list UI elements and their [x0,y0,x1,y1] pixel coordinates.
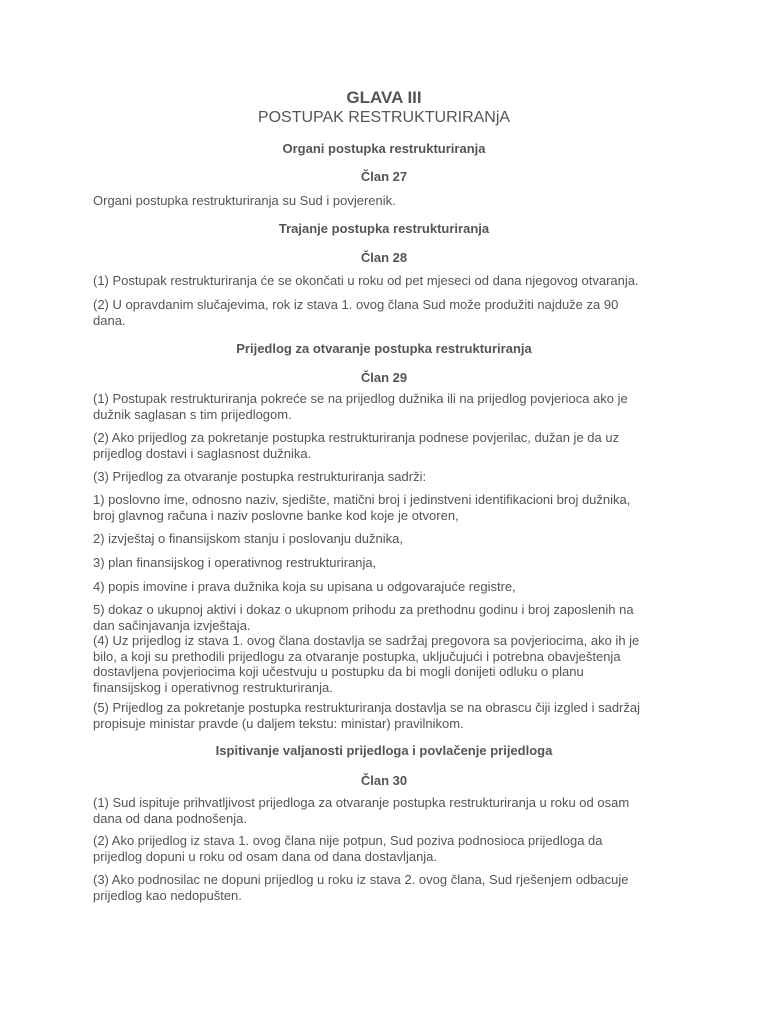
paragraph: 2) izvještaj o finansijskom stanju i poslovanju dužnika, [93,531,403,546]
article-number: Član 27 [360,169,408,184]
paragraph: (2) U opravdanim slučajevima, rok iz stava 1. ovog člana Sud može produžiti najduže za 90 dana. [93,297,619,328]
paragraph: (2) Ako prijedlog iz stava 1. ovog člana nije potpun, Sud poziva podnosioca prijedloga da prijedlog dopuni u roku od osam dana od dana dostavljanja. [93,833,603,864]
chapter-title: GLAVA III [346,88,422,107]
paragraph: (1) Postupak restrukturiranja će se okončati u roku od pet mjeseci od dana njegovog otvaranja. [93,273,639,288]
paragraph: (5) Prijedlog za pokretanje postupka restrukturiranja dostavlja se na obrascu čiji izgled i sadržaj propisuje ministar pravde (u daljem tekstu: ministar) pravilnikom. [93,700,640,731]
paragraph: Organi postupka restrukturiranja su Sud i povjerenik. [93,193,396,208]
paragraph: (3) Prijedlog za otvaranje postupka restrukturiranja sadrži: [93,469,427,484]
paragraph: 5) dokaz o ukupnoj aktivi i dokaz o ukupnom prihodu za prethodnu godinu i broj zaposlenih na dan sačinjavanja izvještaja. (4) Uz prijedlog iz stava 1. ovog člana dostavlja se sadržaj pregovora sa povjeriocima, ako ih je bilo, a koji su prethodili prijedlogu za otvaranje postupka, uključujući i potrebna obavještenja dostavljena povjeriocima koji učestvuju u postupku da bi mogli donijeti odluku o planu finansijskog i operativnog restrukturiranja. [93,602,640,695]
paragraph: 4) popis imovine i prava dužnika koja su upisana u odgovarajuće registre, [93,579,516,594]
paragraph: (1) Sud ispituje prihvatljivost prijedloga za otvaranje postupka restrukturiranja u roku od osam dana od dana podnošenja. [93,795,630,826]
article-number: Član 30 [360,773,408,788]
section-heading: Organi postupka restrukturiranja [282,141,486,156]
paragraph: (3) Ako podnosilac ne dopuni prijedlog u roku iz stava 2. ovog člana, Sud rješenjem odbacuje prijedlog kao nedopušten. [93,872,629,903]
section-heading: Ispitivanje valjanosti prijedloga i povlačenje prijedloga [215,743,553,758]
paragraph: (1) Postupak restrukturiranja pokreće se na prijedlog dužnika ili na prijedlog povjerioca ako je dužnik saglasan s tim prijedlogom. [93,391,628,422]
section-heading: Prijedlog za otvaranje postupka restrukturiranja [236,341,532,356]
chapter-subtitle: POSTUPAK RESTRUKTURIRANjA [257,109,511,126]
article-number: Član 29 [360,370,408,385]
paragraph: 3) plan finansijskog i operativnog restrukturiranja, [93,555,377,570]
paragraph: 1) poslovno ime, odnosno naziv, sjedište, matični broj i jedinstveni identifikacioni broj dužnika, broj glavnog računa i naziv poslovne banke kod koje je otvoren, [93,492,631,523]
article-number: Član 28 [360,250,408,265]
section-heading: Trajanje postupka restrukturiranja [278,221,490,236]
paragraph: (2) Ako prijedlog za pokretanje postupka restrukturiranja podnese povjerilac, dužan je da uz prijedlog dostavi i saglasnost dužnika. [93,430,620,461]
